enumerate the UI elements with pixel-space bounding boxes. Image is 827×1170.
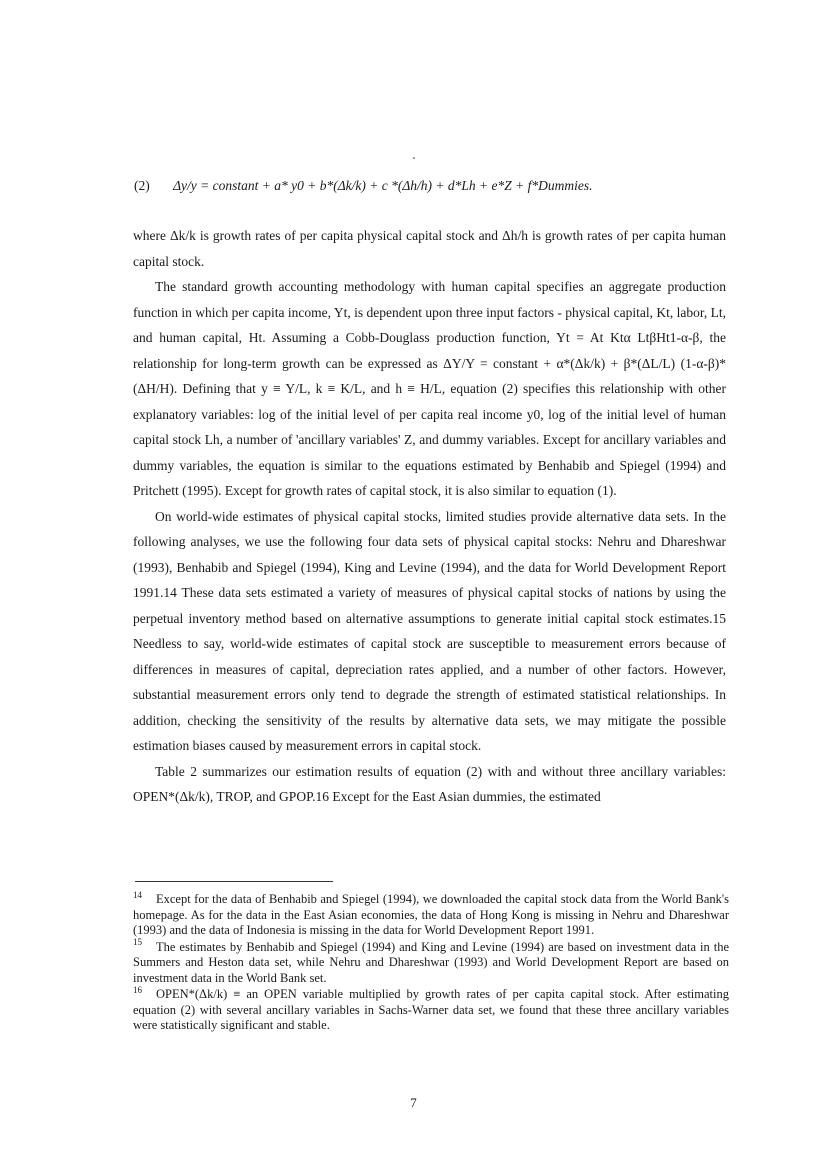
- page-number: 7: [410, 1095, 417, 1110]
- equation-number: (2): [134, 178, 150, 193]
- paragraph-growth-accounting: The standard growth accounting methodology with human capital specifies an aggregate production function in which per capita income, Yt, is dependent upon three input factors - physical capital, Kt, labor, Lt, and human capital, Ht. Assuming a Cobb-Douglass production function, Yt = At Ktα LtβHt1-α-β, the relationship for long-term growth can be expressed as ΔY/Y = constant + α*(Δk/k) + β*(ΔL/L) (1-α-β)*(ΔH/H). Defining that y ≡ Y/L, k ≡ K/L, and h ≡ H/L, equation (2) specifies this relationship with other explanatory variables: log of the initial level of per capita real income y0, log of the initial level of human capital stock Lh, a number of 'ancillary variables' Z, and dummy variables. Except for ancillary variables and dummy variables, the equation is similar to the equations estimated by Benhabib and Spiegel (1994) and Pritchett (1995). Except for growth rates of capital stock, it is also similar to equation (1).: [133, 279, 726, 498]
- paragraph-where: where Δk/k is growth rates of per capita physical capital stock and Δh/h is growth rates of per capita human capital stock.: [133, 228, 726, 269]
- equation-expression: Δy/y = constant + a* y0 + b*(Δk/k) + c *(Δh/h) + d*Lh + e*Z + f*Dummies.: [173, 178, 593, 193]
- equation-2: [134, 177, 734, 195]
- footnotes: [133, 889, 729, 1035]
- body-text: [133, 223, 726, 810]
- footnote-mark: 16: [133, 984, 142, 995]
- paragraph-capital-stocks: On world-wide estimates of physical capital stocks, limited studies provide alternative data sets. In the following analyses, we use the following four data sets of physical capital stocks: Nehru and Dhareshwar (1993), Benhabib and Spiegel (1994), King and Levine (1994), and the data for World Development Report 1991.14 These data sets estimated a variety of measures of physical capital stocks of nations by using the perpetual inventory method based on alternative assumptions to generate initial capital stock estimates.15 Needless to say, world-wide estimates of capital stock are susceptible to measurement errors because of differences in measures of capital, depreciation rates applied, and a number of other factors. However, substantial measurement errors only tend to degrade the strength of estimated statistical relationships. In addition, checking the sensitivity of the results by alternative data sets, we may mitigate the possible estimation biases caused by measurement errors in capital stock.: [133, 508, 726, 753]
- paragraph-table-2: Table 2 summarizes our estimation results of equation (2) with and without three ancillary variables: OPEN*(Δk/k), TROP, and GPOP.16 Except for the East Asian dummies, the estimated: [133, 763, 726, 804]
- footnote-14: [133, 889, 729, 939]
- footnote-16: [133, 984, 729, 1034]
- scan-speck: [413, 157, 415, 159]
- footnote-text: The estimates by Benhabib and Spiegel (1994) and King and Levine (1994) are based on investment data in the Summers and Heston data set, while Nehru and Dhareshwar (1993) and World Development Report are based on investment data in the World Bank set.: [133, 939, 729, 985]
- footnote-15: [133, 937, 729, 987]
- footnote-mark: 15: [133, 937, 142, 948]
- footnote-divider: [135, 881, 333, 882]
- footnote-text: Except for the data of Benhabib and Spiegel (1994), we downloaded the capital stock data from the World Bank's homepage. As for the data in the East Asian economies, the data of Hong Kong is missing in Nehru and Dhareshwar (1993) and the data of Indonesia is missing in the data for World Development Report 1991.: [133, 892, 729, 937]
- footnote-mark: 14: [133, 889, 142, 900]
- footnote-text: OPEN*(Δk/k) ≡ an OPEN variable multiplied by growth rates of per capita capital stock. After estimating equation (2) with several ancillary variables in Sachs-Warner data set, we found that these three ancillary variables were statistically significant and stable.: [133, 987, 729, 1032]
